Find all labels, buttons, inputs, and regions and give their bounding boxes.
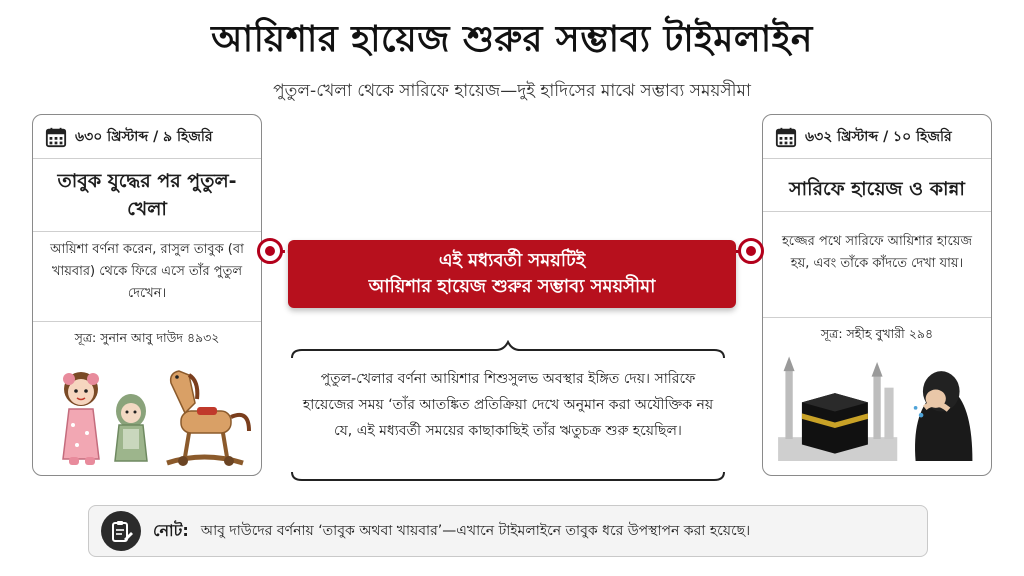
page-subtitle: পুতুল-খেলা থেকে সারিফে হায়েজ—দুই হাদিসের মাঝে সম্ভাব্য সময়সীমা [273,81,751,101]
top-brace [290,340,726,360]
footer-note [88,505,928,557]
toys-illustration [39,359,257,469]
kaaba-icon [778,357,897,462]
crying-woman-icon [914,371,973,461]
banner-line-1: এই মধ্যবর্তী সময়টিই [438,250,586,271]
explanation-text: পুতুল-খেলার বর্ণনা আয়িশার শিশুসুলভ অবস্থার ইঙ্গিত দেয়। সারিফে হায়েজের সময় ‘তাঁর আতঙ্কিত প্রতিক্রিয়া দেখে অনুমান করা অযৌক্তিক নয় যে, এই মধ্যবর্তী সময়ের কাছাকাছিই তাঁর ঋতুচক্র শুরু হয়েছিল। [302,371,714,439]
left-card-date: ৬৩০ খ্রিস্টাব্দ / ৯ হিজরি [75,128,213,145]
right-card-body: হজ্জের পথে সারিফে আয়িশার হায়েজ হয়, এবং তাঁকে কাঁদতে দেখা যায়। [781,234,973,271]
footer-text: আবু দাউদের বর্ণনায় ‘তাবুক অথবা খায়বার’—এখানে টাইমলাইনে তাবুক ধরে উপস্থাপন করা হয়েছে। [200,523,751,539]
left-card-date-row [33,115,261,159]
right-card-title: সারিফে হায়েজ ও কান্না [763,175,991,212]
doll-icon [63,372,99,465]
calendar-icon [45,126,67,148]
right-event-card [762,114,992,476]
right-card-date-row [763,115,991,159]
kaaba-illustration [769,351,987,461]
page-title: আয়িশার হায়েজ শুরুর সম্ভাব্য টাইমলাইন [211,19,813,60]
timeline-marker-end [738,238,764,264]
banner-line-2: আয়িশার হায়েজ শুরুর সম্ভাব্য সময়সীমা [368,276,656,297]
green-doll-icon [115,394,147,461]
explanation-box [290,340,726,490]
clipboard-note-icon [101,511,141,551]
footer-label: নোট: [153,520,189,540]
left-card-source: সূত্র: সুনান আবু দাউদ ৪৯৩২ [33,321,261,350]
bottom-brace [290,470,726,490]
left-card-title: তাবুক যুদ্ধের পর পুতুল-খেলা [33,167,261,232]
right-card-source: সূত্র: সহীহ বুখারী ২৯৪ [763,317,991,346]
timeline-marker-start [257,238,283,264]
left-event-card [32,114,262,476]
left-card-body: আয়িশা বর্ণনা করেন, রাসুল তাবুক (বা খায়বার) থেকে ফিরে এসে তাঁর পুতুল দেখেন। [50,242,244,301]
interval-banner [288,240,736,308]
right-card-date: ৬৩২ খ্রিস্টাব্দ / ১০ হিজরি [805,128,952,145]
rocking-horse-icon [167,371,249,466]
calendar-icon [775,126,797,148]
